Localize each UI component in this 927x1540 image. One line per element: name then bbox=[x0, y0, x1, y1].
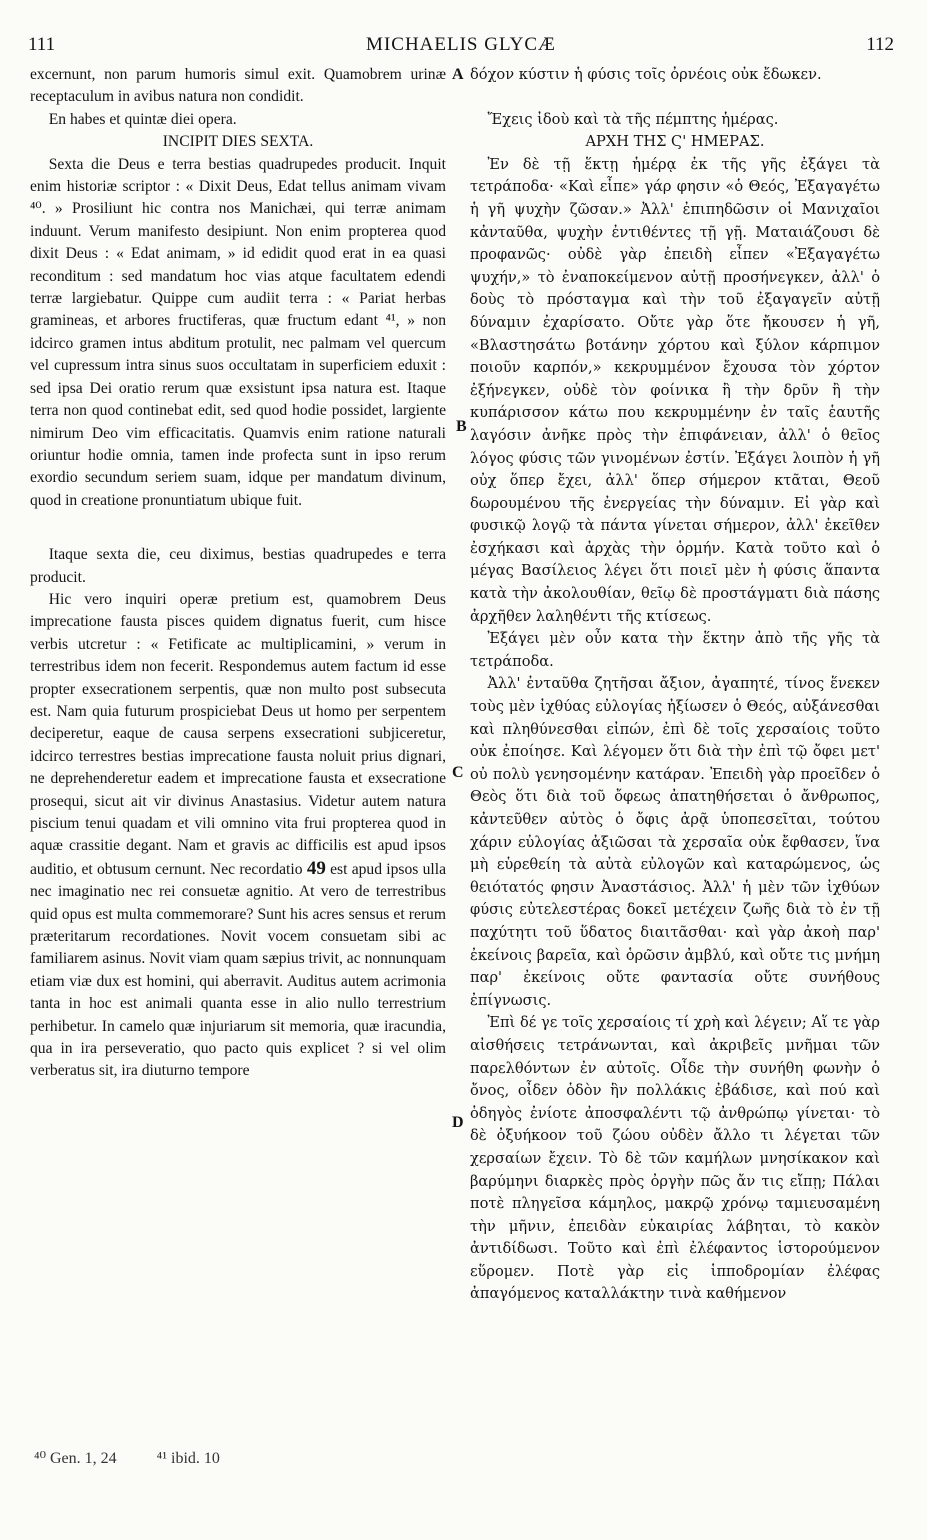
section-marker-a: A bbox=[452, 66, 464, 83]
section-marker-c: C bbox=[452, 764, 464, 781]
spacer bbox=[30, 512, 446, 544]
latin-paragraph: Itaque sexta die, ceu diximus, bestias quadrupedes e terra producit. bbox=[30, 546, 446, 586]
footnotes bbox=[34, 1448, 256, 1468]
latin-paragraph: excernunt, non parum humoris simul exit. Quamobrem urinæ receptaculum in avibus natura non condidit. bbox=[30, 66, 446, 106]
latin-paragraph bbox=[30, 589, 446, 1083]
section-marker-d: D bbox=[452, 1114, 464, 1131]
latin-paragraph: En habes et quintæ diei opera. bbox=[48, 110, 237, 128]
greek-paragraph: Ἐξάγει μὲν οὖν κατα τὴν ἕκτην ἀπὸ τῆς γῆς τὰ τετράποδα. bbox=[470, 630, 880, 670]
footnote: ⁴¹ ibid. 10 bbox=[156, 1450, 220, 1467]
greek-paragraph: Ἐν δὲ τῇ ἕκτῃ ἡμέρᾳ ἐκ τῆς γῆς ἐξάγει τὰ τετράποδα· «Καὶ εἶπε» γάρ φησιν «ὁ Θεός, Ἐξαγαγέτω ἡ γῆ ψυχὴν ζῶσαν.» Ἀλλ' ἐπιπηδῶσιν οἱ Μανιχαῖοι κἀνταῦθα, ψυχὴν ἐντιθέντες τῇ γῇ. Ματαιάζουσι δὲ προφανῶς· οὐδὲ γὰρ ἐπειδὴ εἶπεν «Ἐξαγαγέτω ψυχήν,» τὸ ἐναποκείμενον αὐτῇ προσήνεγκεν, ἀλλ' ὁ δοὺς τὸ πρόσταγμα καὶ τὴν τοῦ ἐξαγαγεῖν αὐτῇ δύναμιν ἐχαρίσατο. Οὔτε γὰρ ὅτε ἤκουσεν ἡ γῆ, «Βλαστησάτω βοτάνην χόρτου καὶ ξύλον κάρπιμον ποιοῦν καρπόν,» κεκρυμμένον ἔχουσα τὸν χόρτον ἐξήνεγκεν, οὐδὲ τὸν φοίνικα ἢ τὴν δρῦν ἢ τὴν κυπάρισσον κάτω που κεκρυμμένην ἐν ταῖς ἑαυτῆς λαγόσιν ἀνῆκε πρὸς τὴν ἐπιφάνειαν, ἀλλ' ὁ θεῖος λόγος φύσις τῶν γινομένων ἐστίν. Ἐξάγει λοιπὸν ἡ γῆ οὐχ ὅπερ ἔχει, ἀλλ' ὅπερ σήμερον κτᾶται, Θεοῦ δωρουμένου τῆς ἐνεργείας τὴν δύναμιν. Εἰ γὰρ καὶ φυσικῷ λογῷ τὰ πάντα γίνεται σήμερον, ἀλλ' ἐκεῖθεν ἐσχήκασι καὶ ἀρχὰς τὴν ὁρμήν. Κατὰ τοῦτο καὶ ὁ μέγας Βασίλειος λέγει ὅτι ποιεῖ μὲν ἡ φύσις ἅπαντα κατὰ τὴν ἀκολουθίαν, θεῖῳ δὲ προστάγματι διὰ πάσης ἀρχῆθεν λαληθέντι τῆς κτίσεως. bbox=[470, 155, 880, 625]
footnote: ⁴⁰ Gen. 1, 24 bbox=[34, 1450, 117, 1467]
greek-paragraph: Ἔχεις ἰδοὺ καὶ τὰ τῆς πέμπτης ἡμέρας. bbox=[487, 110, 779, 128]
latin-column bbox=[30, 64, 446, 1083]
section-marker-b: B bbox=[456, 418, 467, 435]
page-number-right: 112 bbox=[866, 34, 894, 55]
margin-number: 49 bbox=[306, 857, 326, 879]
greek-paragraph: Ἀλλ' ἐνταῦθα ζητῆσαι ἄξιον, ἀγαπητέ, τίνος ἕνεκεν τοὺς μὲν ἰχθύας εὐλογίας ἠξίωσεν ὁ Θεός, αὐξάνεσθαι καὶ πληθύνεσθαι εἰπών, ἐπὶ δὲ τοῖς χερσαίοις τοῦτο οὐκ ἐποίησε. Καὶ λέγομεν ὅτι διὰ τὴν ἐπὶ τῷ ὄφει μετ' οὐ πολὺ γενησομένην κατάραν. Ἐπειδὴ γὰρ προεῖδεν ὁ Θεὸς ὅτι διὰ τοῦ ὄφεως ἀπατηθήσεται ὁ ἄνθρωπος, κἀντεῦθεν αὐτὸς ὁ ὄφις ἀρᾷ ὑποπεσεῖται, τούτου χάριν εὐλογίας ἀξιῶσαι τὰ χερσαῖα οὐκ ἔφθασεν, ἵνα μὴ εὑρεθείη τὰ αὐτὰ εὐλογῶν καὶ καταρώμενος, ὡς θειότατός φησιν Ἀναστάσιος. Ἀλλ' ἡ μὲν τῶν ἰχθύων φύσις εὐτελεστέρας δοκεῖ μετέχειν ζωῆς διὰ τὸ ἐν τῇ παχύτητι τοῦ ὕδατος διαιτᾶσθαι· καὶ γὰρ ἀκοὴ παρ' ἐκείνοις βαρεῖα, καὶ ὁρῶσιν ἀμβλύ, καὶ οὔτε τις μνήμη παρ' ἐκείνοις οὔτε φαντασία οὔτε συνήθους ἐπίγνωσις. bbox=[470, 675, 880, 1009]
running-title: MICHAELIS GLYCÆ bbox=[366, 34, 556, 55]
page-number-left: 111 bbox=[28, 34, 56, 55]
greek-section-heading: ΑΡΧΗ ΤΗΣ Ϛ' ΗΜΕΡΑΣ. bbox=[585, 133, 765, 151]
latin-paragraph: Sexta die Deus e terra bestias quadrupedes producit. Inquit enim historiæ scriptor : « Dixit Deus, Edat tellus animam vivam ⁴⁰. » Prosiliunt hic contra nos Manichæi, qui terræ animam induunt. Verum manifesto desipiunt. Non enim propterea quod dixit Deus : « Edat animam, » id edidit quod erat in ea quasi reconditum : sed mandatum hoc vias atque facultatem edendi terræ largiebatur. Quippe cum audiit terra : « Pariat herbas gramineas, et arbores fructiferas, quæ fructum edant ⁴¹, » non idcirco gramen intus abditum protulit, nec palmam vel quercum vel cupressum intra sinus suos occultatam in superficiem eduxit : sed ipsa Dei oratio rerum quæ exsistunt ipsa natura est. Itaque terra non quod continebat edit, sed quod hodie possidet, largiente nimirum Deo vim efficacitatis. Quamvis enim ratione naturali oriuntur hodie omnia, tamen inde profecta sunt in ipso rerum exordio secundum seriem suam, idque per mandatum divinum, quod in creatione pronuntiatum ubique fuit. bbox=[30, 155, 446, 509]
running-header bbox=[28, 34, 894, 62]
latin-section-heading: INCIPIT DIES SEXTA. bbox=[162, 133, 314, 151]
spacer bbox=[470, 87, 880, 109]
greek-paragraph: Ἐπὶ δέ γε τοῖς χερσαίοις τί χρὴ καὶ λέγειν; Αἵ τε γὰρ αἰσθήσεις τετράνωνται, καὶ ἀκριβεῖς μνῆμαι τῶν παρελθόντων ἐν αὐτοῖς. Οἶδε τὴν συνήθη φωνὴν ὁ ὄνος, οἶδεν ὁδὸν ἣν πολλάκις ἐβάδισε, καὶ πού καὶ ὁδηγὸς ἐνίοτε ἀποσφαλέντι τῷ ἀνθρώπῳ γίνεται· τὸ δὲ ὀξυήκοον τοῦ ζώου οὐδὲν ἄλλο τι λέγεται τῶν χερσαίων ἔχειν. Τὸ δὲ τῶν καμήλων μνησίκακον καὶ βαρύμηνι διαρκὲς πρὸς ὀργὴν πῶς ἄν τις εἴπῃ; Πάλαι ποτὲ πληγεῖσα κάμηλος, μακρῷ χρόνῳ ταμιευσαμένη τὴν μῆνιν, ἐπειδὰν εὐκαιρίας λάβηται, τὸ κακὸν ἀντιδίδωσι. Τοῦτο καὶ ἐπὶ ἐλέφαντος ἱστορούμενον εὕρομεν. Ποτὲ γὰρ εἰς ἱπποδρομίαν ἐλέφας ἀπαγόμενος καταλλάκτην τινὰ καθήμενον bbox=[470, 1014, 880, 1303]
greek-paragraph: δόχον κύστιν ἡ φύσις τοῖς ὀρνέοις οὐκ ἔδωκεν. bbox=[470, 66, 822, 83]
latin-text: est apud ipsos ulla nec imaginatio nec rei consuetæ agnitio. At vero de terrestribus quid opus est multa commemorare? Sunt his acres sensus et rerum præteritarum recordationes. Novit vocem consuetam sibi ac familiarem asinus. Novit viam quam sæpius trivit, ac nonnunquam etiam viæ dux est homini, qui aberravit. Auditus autem acrimonia tanta in hoc est animali quanta esse in alio nullo terrestrium perhibetur. In camelo quæ injuriarum sit memoria, quæ iracundia, qua in ira perseveratio, quo pacto quis explicet ? si vel olim verberatus sit, ira diuturno tempore bbox=[30, 860, 446, 1080]
greek-column bbox=[470, 64, 880, 1306]
latin-text: Hic vero inquiri operæ pretium est, quamobrem Deus imprecatione fausta pisces quidem dignatus fuerit, cum hisce verbis utcretur : « Fetificate ac multiplicamini, » verum in terrestribus idem non fecerit. Respondemus autem factum id esse propter exsecrationem serpentis, quæ non multo post subsecuta est. Nam quia futurum prospiciebat Deus ut homo per serpentem deciperetur, eaque de causa serpens exsecrationi subjiceretur, idcirco terrestres bestias imprecatione fausta noluit prius dignari, ne deprehenderetur eadem et imprecatione fausta et exsecratione prosequi, sicut ait vir divinus Anastasius. Videtur autem natura piscium tenui quadam et vili omnino vita frui propterea quod in aquæ crassitie degant. Nam et gravis ac difficilis est apud ipsos auditio, et obtusum cernunt. Nec recordatio bbox=[30, 590, 446, 878]
